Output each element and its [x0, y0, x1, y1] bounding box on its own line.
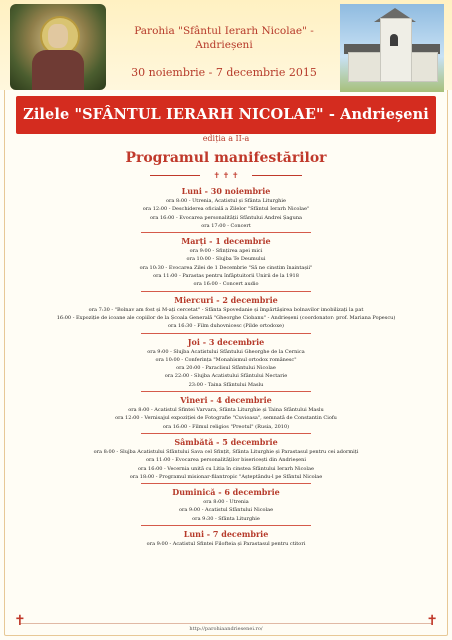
schedule-event: ora 16:00 - Filmul religios "Preotul" (Rusia, 2010) [162, 423, 290, 430]
schedule-event: ora 12:00 - Deschiderea oficială a Zilelor "Sfântul Ierarh Nicolae" [142, 206, 310, 213]
schedule-event: ora 9:00 - Acatistul Sfântului Nicolae [178, 507, 274, 514]
title-banner [16, 96, 436, 134]
schedule-event: ora 9:00 - Acatistul Sfintei Filofteia și Parastasul pentru ctitori [146, 541, 306, 548]
day-block [20, 395, 432, 434]
day-title: Luni - 30 noiembrie [181, 186, 271, 196]
edition-label: ediția a II-a [202, 134, 250, 143]
parish-name-line2: Andrieșeni [195, 39, 253, 51]
day-block [20, 437, 432, 484]
schedule-event: ora 10:30 - Evocarea Zilei de 1 Decembrie "Să ne cinstim înaintașii" [139, 264, 313, 271]
schedule-event: ora 16:00 - Concert audio [193, 281, 259, 288]
schedule-event: ora 8:00 - Utrenia, Acatistul și Sfânta Liturghie [166, 198, 286, 204]
schedule-event: ora 9:30 - Sfânta Liturghie [192, 515, 260, 522]
schedule-event: ora 7:30 - "Bolnav am fost și M-ați cercetat" - Sfânta Spovedanie și împărtășirea bolnavilor imobilizați la pat [88, 306, 364, 313]
saint-nicholas-icon-photo [10, 4, 106, 90]
day-separator [141, 291, 311, 292]
footer-url[interactable]: http://parohiaandriesenei.ro/ [189, 626, 263, 632]
schedule-event: ora 8:00 - Acatistul Sfintei Varvara, Sfânta Liturghie și Taina Sfântului Maslu [128, 407, 324, 414]
day-block [20, 186, 432, 233]
day-title: Luni - 7 decembrie [183, 529, 269, 540]
schedule-event: ora 16:00 - Evocarea personalității Sfântului Andrei Șaguna [149, 214, 303, 221]
day-title: Marți - 1 decembrie [181, 236, 271, 247]
day-separator [141, 433, 311, 434]
day-title: Vineri - 4 decembrie [180, 395, 272, 406]
robe-shape [32, 50, 84, 90]
church-window [390, 34, 398, 46]
banner-title: Zilele "SFÂNTUL IERARH NICOLAE" - Andrieșeni [23, 106, 429, 123]
schedule-event: ora 8:00 - Utrenia [203, 499, 249, 506]
schedule-event: ora 12:00 - Vernisajul expoziției de Fotografie "Cuvioasa", semnată de Constantin Ciofu [115, 415, 337, 422]
poster-header [0, 0, 452, 90]
parish-name [108, 24, 340, 52]
face-shape [48, 24, 68, 48]
day-title: Joi - 3 decembrie [187, 336, 265, 347]
schedule-event: ora 10:00 - Slujba Te Deumului [186, 256, 266, 263]
cross-icon-left: ✝ [14, 613, 26, 629]
day-separator [141, 391, 311, 392]
day-title: Sâmbătă - 5 decembrie [174, 436, 278, 447]
parish-name-line1: Parohia "Sfântul Ierarh Nicolae" - [134, 25, 314, 37]
day-separator [141, 483, 311, 484]
schedule-event: ora 22:00 - Slujba Acatistului Sfântului Nectarie [164, 373, 288, 380]
day-title: Duminică - 6 decembrie [172, 487, 280, 498]
schedule-event: ora 16:30 - Film duhovnicesc (Pilde ortodoxe) [168, 323, 284, 330]
schedule-event: 16:00 - Expoziție de icoane ale copiilor de la Școala Generală "Gheorghe Ciobanu" - Andrieșeni (coordonator: prof. Mariana Popescu) [56, 314, 396, 321]
day-separator [141, 333, 311, 334]
day-block [20, 236, 432, 291]
schedule-event: ora 11:00 - Parastas pentru înfăptuitorii Unirii de la 1918 [153, 273, 299, 280]
schedule-event: ora 17:00 - Concert [201, 222, 251, 229]
cross-icon-right: ✝ [426, 613, 438, 629]
footer-divider [20, 623, 432, 624]
church-tower [380, 18, 412, 82]
schedule-event: ora 9:00 - Slujba Acatistului Sfântului Gheorghe de la Cernica [147, 348, 305, 355]
schedule-event: ora 18:00 - Programul misionar-filantropic "Așteptându-l pe Sfântul Nicolae [129, 473, 323, 480]
schedule-event: ora 10:00 - Conferința "Monahismul ortodox românesc" [155, 356, 297, 363]
title-ornament [0, 170, 452, 182]
event-dates: 30 noiembrie - 7 decembrie 2015 [131, 66, 317, 79]
church-photo [340, 4, 444, 92]
day-title: Miercuri - 2 decembrie [174, 294, 278, 305]
schedule-event: ora 16:00 - Vecernia unită cu Litia în cinstea Sfântului Ierarh Nicolae [138, 465, 314, 472]
day-separator [141, 525, 311, 526]
day-block [20, 337, 432, 392]
program-title: Programul manifestărilor [125, 150, 327, 166]
schedule-event: 23:00 - Taina Sfântului Maslu [188, 381, 264, 388]
day-block [20, 295, 432, 334]
day-separator [141, 232, 311, 233]
schedule-event: ora 8:00 - Slujba Acatistului Sfântului Sava cel Sfințit, Sfânta Liturghie și Parastasul pentru cei adormiți [93, 448, 359, 455]
day-block [20, 529, 432, 548]
cross-ornament-icon: ✝ ✝ ✝ [213, 171, 239, 180]
ornament-line-right [252, 175, 302, 176]
schedule-event: ora 20:00 - Paraclisul Sfântului Nicolae [176, 365, 276, 372]
schedule [20, 186, 432, 551]
schedule-event: ora 9:00 - Sfințirea apei mici [189, 248, 263, 255]
schedule-event: ora 11:00 - Evocarea personalităților bisericești din Andrieșeni [146, 457, 306, 464]
day-block [20, 487, 432, 526]
